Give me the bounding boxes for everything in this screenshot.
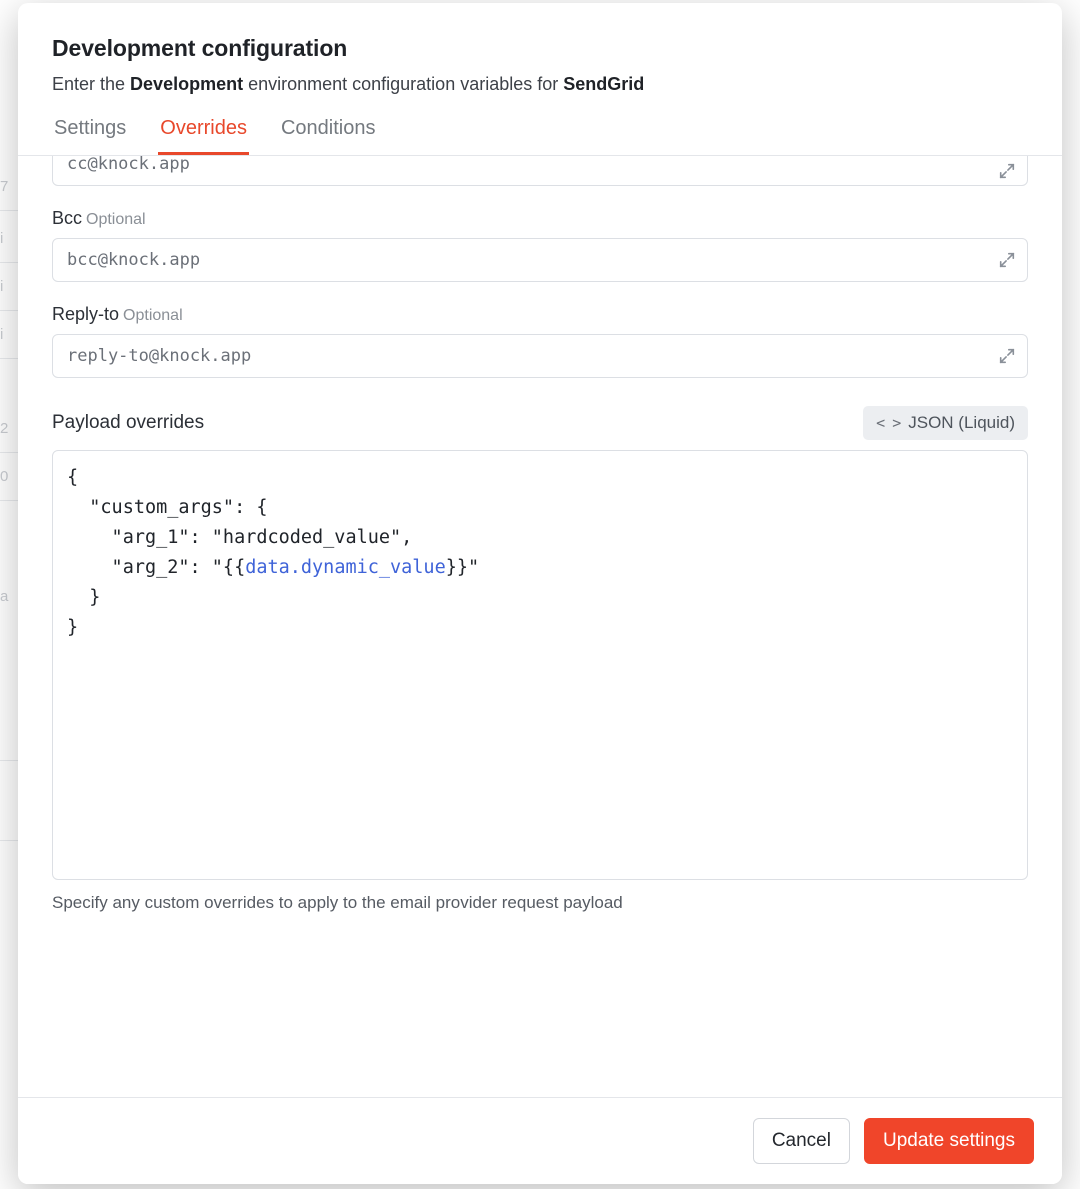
modal-footer	[18, 1097, 1062, 1184]
reply-to-label	[52, 304, 1028, 325]
tab-conditions[interactable]: Conditions	[279, 117, 378, 155]
bcc-label-text: Bcc	[52, 208, 83, 228]
subtitle-before: Enter the	[52, 74, 131, 94]
payload-helper-text: Specify any custom overrides to apply to the email provider request payload	[52, 893, 623, 912]
modal-subtitle	[52, 74, 1028, 95]
subtitle-middle: environment configuration variables for	[243, 74, 564, 94]
code-line: {	[67, 467, 79, 488]
cc-field	[52, 156, 1028, 186]
expand-icon[interactable]	[998, 162, 1016, 180]
background-text: i	[0, 230, 4, 247]
reply-to-input-wrap	[52, 334, 1028, 378]
cc-input-wrap	[52, 156, 1028, 186]
bcc-optional-tag: Optional	[86, 211, 146, 228]
development-configuration-modal	[18, 3, 1062, 1184]
payload-overrides-header	[52, 406, 1028, 440]
reply-to-optional-tag: Optional	[123, 307, 183, 324]
expand-icon[interactable]	[998, 347, 1016, 365]
code-line: "custom_args": {	[67, 497, 268, 518]
background-text: 0	[0, 468, 9, 485]
subtitle-provider: SendGrid	[563, 74, 645, 94]
bcc-input-wrap	[52, 238, 1028, 282]
cc-input[interactable]	[52, 156, 1028, 186]
background-text: 2	[0, 420, 9, 437]
bcc-field	[52, 208, 1028, 282]
background-text: 7	[0, 178, 9, 195]
page-title: Development configuration	[52, 35, 348, 61]
modal-tabs	[18, 117, 1062, 156]
modal-body[interactable]	[18, 156, 1062, 1097]
update-settings-button[interactable]: Update settings	[864, 1118, 1034, 1164]
subtitle-environment: Development	[130, 74, 244, 94]
reply-to-label-text: Reply-to	[52, 304, 120, 324]
reply-to-input[interactable]	[52, 334, 1028, 378]
background-text: i	[0, 278, 4, 295]
payload-overrides-label: Payload overrides	[52, 412, 205, 433]
liquid-variable: data.dynamic_value	[245, 557, 446, 578]
tab-settings[interactable]: Settings	[52, 117, 128, 155]
code-brackets-icon: < >	[876, 414, 901, 432]
bcc-input[interactable]	[52, 238, 1028, 282]
bcc-label	[52, 208, 1028, 229]
expand-icon[interactable]	[998, 251, 1016, 269]
code-line: }	[67, 587, 101, 608]
code-line: "arg_2": "{{	[67, 557, 246, 578]
modal-header	[18, 3, 1062, 156]
reply-to-field	[52, 304, 1028, 378]
background-text: a	[0, 588, 9, 605]
json-liquid-badge[interactable]	[863, 406, 1028, 440]
tab-overrides[interactable]: Overrides	[158, 117, 249, 155]
json-liquid-label: JSON (Liquid)	[908, 413, 1015, 432]
code-line: "arg_1": "hardcoded_value",	[67, 527, 413, 548]
code-line: }	[67, 617, 79, 638]
code-line: }}"	[445, 557, 480, 578]
cancel-button[interactable]: Cancel	[753, 1118, 850, 1164]
payload-overrides-editor[interactable]	[52, 450, 1028, 880]
background-text: i	[0, 326, 4, 343]
